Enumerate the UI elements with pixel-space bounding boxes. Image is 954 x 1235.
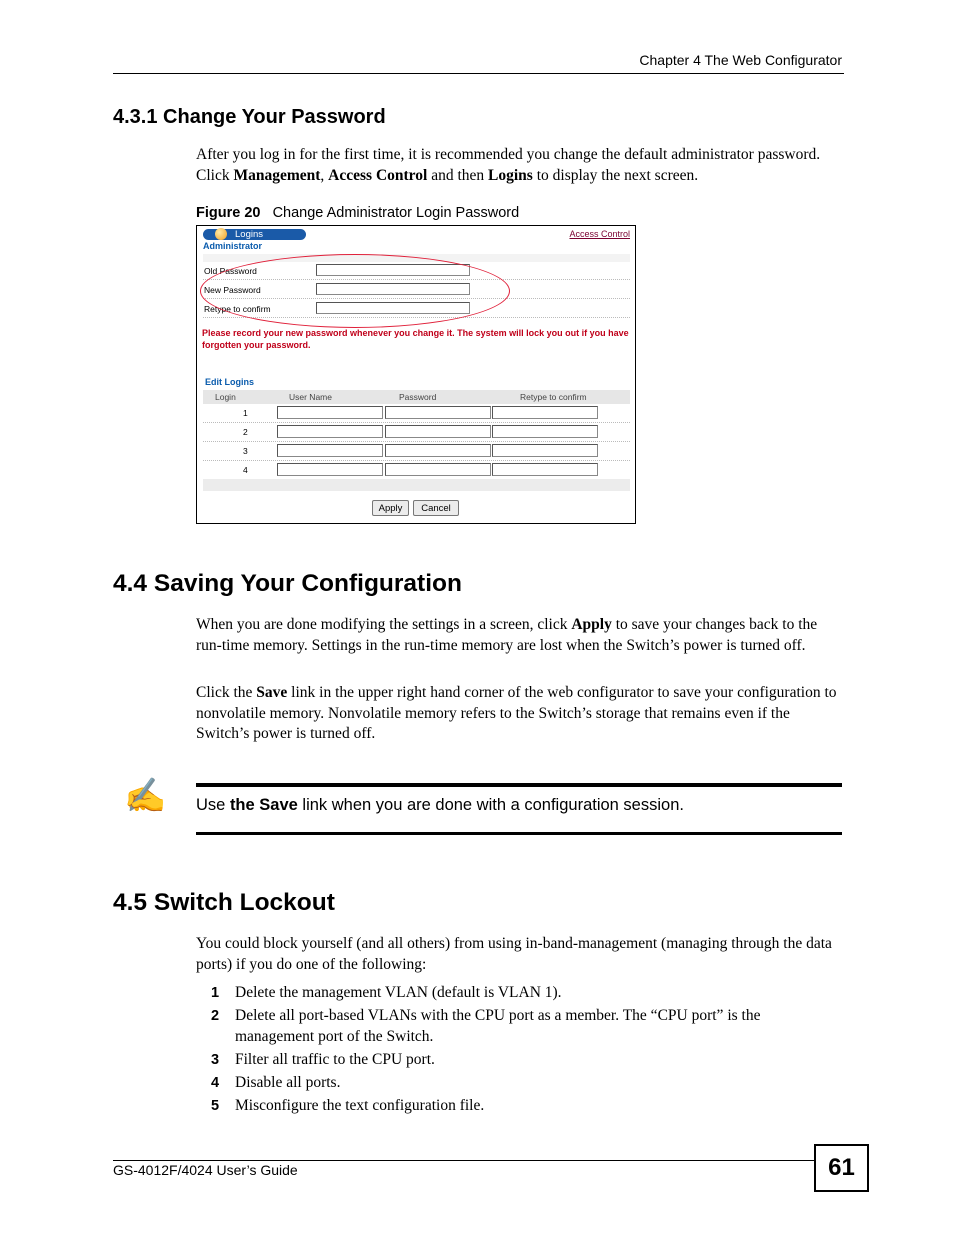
section-heading-4-5: 4.5 Switch Lockout <box>113 889 335 916</box>
paragraph-lockout-intro: You could block yourself (and all others) from using in-band-management (managing through the data ports) if you do one of the following: <box>196 935 832 973</box>
retype-password-label: Retype to confirm <box>204 304 271 314</box>
user-name-input[interactable] <box>277 406 383 419</box>
note-top-rule <box>196 783 842 787</box>
list-text: Misconfigure the text configuration file. <box>235 1097 485 1114</box>
user-name-input[interactable] <box>277 425 383 438</box>
section-heading-4-4: 4.4 Saving Your Configuration <box>113 570 462 597</box>
figure-caption: Figure 20 Change Administrator Login Password <box>196 205 520 221</box>
list-text: Delete all port-based VLANs with the CPU port as a member. The “CPU port” is the management port of the Switch. <box>235 1007 761 1045</box>
table-footer <box>203 479 630 491</box>
highlight-circle <box>200 254 510 328</box>
table-row <box>203 442 630 461</box>
password-input[interactable] <box>385 406 491 419</box>
access-control-link[interactable]: Access Control <box>569 229 630 239</box>
table-row <box>203 404 630 423</box>
list-text: Delete the management VLAN (default is VLAN 1). <box>235 984 562 1001</box>
row-number: 1 <box>243 408 248 418</box>
list-number: 3 <box>211 1052 220 1068</box>
list-number: 4 <box>211 1075 220 1091</box>
administrator-label: Administrator <box>203 241 263 251</box>
list-text: Filter all traffic to the CPU port. <box>235 1051 435 1068</box>
table-row <box>203 461 630 480</box>
list-number: 5 <box>211 1098 220 1114</box>
user-name-input[interactable] <box>277 444 383 457</box>
note-text: Use the Save link when you are done with a configuration session. <box>196 796 684 814</box>
section-heading-4-3-1: 4.3.1 Change Your Password <box>113 106 386 128</box>
logins-table-header <box>203 390 630 404</box>
note-bottom-rule <box>196 832 842 835</box>
running-header: Chapter 4 The Web Configurator <box>639 52 842 68</box>
list-number: 2 <box>211 1008 220 1024</box>
row-number: 2 <box>243 427 248 437</box>
edit-logins-heading: Edit Logins <box>205 377 254 387</box>
password-input[interactable] <box>385 425 491 438</box>
retype-input[interactable] <box>492 425 598 438</box>
footer-guide-title: GS-4012F/4024 User’s Guide <box>113 1162 298 1178</box>
column-password: Password <box>399 392 437 402</box>
logins-tab-label: Logins <box>235 229 263 240</box>
retype-input[interactable] <box>492 463 598 476</box>
user-name-input[interactable] <box>277 463 383 476</box>
apply-button[interactable]: Apply <box>372 500 409 516</box>
column-login: Login <box>215 392 236 402</box>
old-password-label: Old Password <box>204 266 257 276</box>
password-input[interactable] <box>385 463 491 476</box>
page-number: 61 <box>814 1144 869 1192</box>
note-pencil-icon: ✍ <box>124 778 167 815</box>
paragraph-change-password: After you log in for the first time, it is recommended you change the default administrator password. Click Management, Access Control and then Logins to display the next screen. <box>196 146 821 184</box>
row-number: 3 <box>243 446 248 456</box>
logins-orb-icon <box>215 228 227 240</box>
column-retype: Retype to confirm <box>520 392 587 402</box>
paragraph-apply: When you are done modifying the settings in a screen, click Apply to save your changes back to the run-time memory. Settings in the run-time memory are lost when the Switch’s power is turned off. <box>196 616 818 654</box>
footer-rule <box>113 1160 815 1161</box>
list-number: 1 <box>211 985 220 1001</box>
header-rule <box>113 73 844 74</box>
lockout-warning: Please record your new password whenever you change it. The system will lock you out if you have forgotten your password. <box>202 328 629 350</box>
table-row <box>203 423 630 442</box>
list-text: Disable all ports. <box>235 1074 341 1091</box>
figure-screenshot <box>196 225 636 524</box>
column-user-name: User Name <box>289 392 332 402</box>
retype-input[interactable] <box>492 444 598 457</box>
password-input[interactable] <box>385 444 491 457</box>
paragraph-save: Click the Save link in the upper right hand corner of the web configurator to save your configuration to nonvolatile memory. Nonvolatile memory refers to the Switch’s storage that remains even if the Switch’s power is turned off. <box>196 684 837 742</box>
row-number: 4 <box>243 465 248 475</box>
cancel-button[interactable]: Cancel <box>413 500 459 516</box>
new-password-label: New Password <box>204 285 261 295</box>
retype-input[interactable] <box>492 406 598 419</box>
